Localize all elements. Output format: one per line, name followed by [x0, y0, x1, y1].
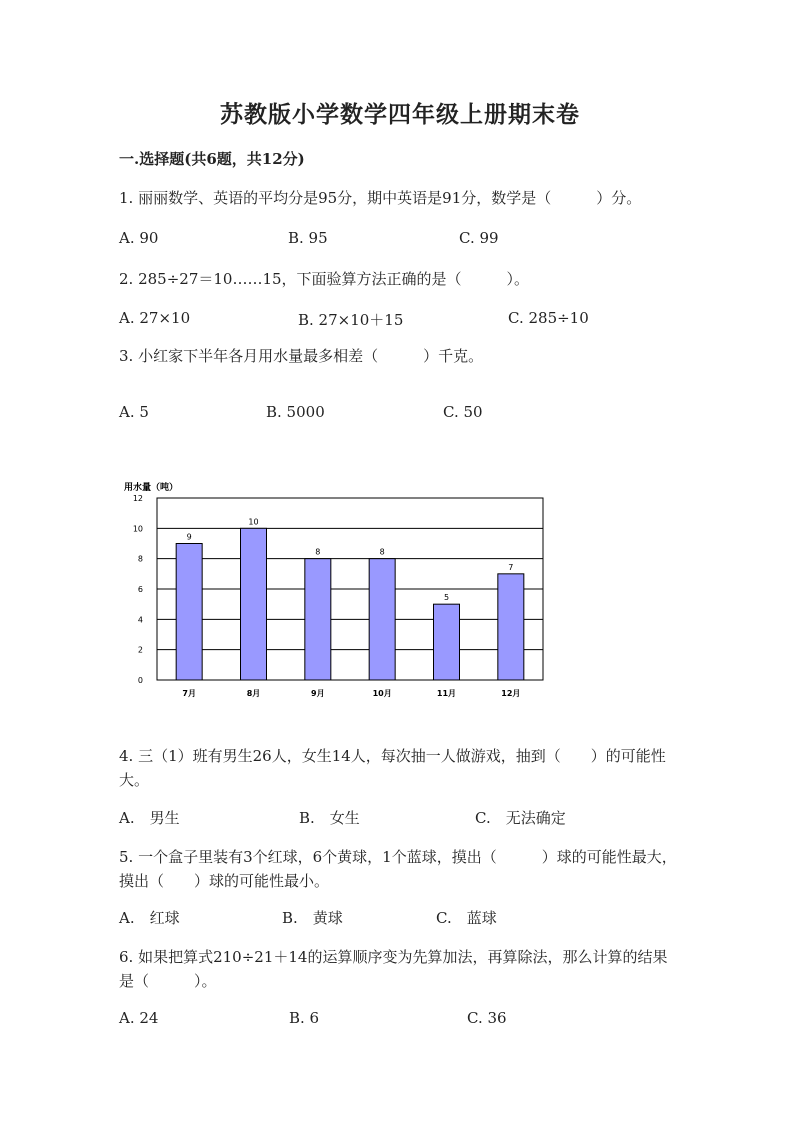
x-tick-label: 8月	[246, 689, 261, 698]
bar-value-label: 8	[379, 547, 385, 557]
q2-option-b: B. 27×10＋15	[298, 311, 404, 329]
bar	[369, 559, 395, 680]
q3-option-c: C. 50	[443, 403, 483, 421]
bar	[498, 574, 524, 680]
q3-option-b: B. 5000	[266, 403, 325, 421]
y-tick-label: 0	[137, 676, 143, 685]
q2-option-c: C. 285÷10	[508, 309, 589, 327]
chart-ylabel: 用水量（吨）	[124, 483, 179, 493]
q4-option-a: A. 男生	[119, 809, 180, 827]
q1-option-a: A. 90	[119, 229, 159, 247]
water-usage-chart	[118, 478, 558, 708]
y-tick-label: 12	[132, 494, 143, 503]
chart-grid	[157, 528, 543, 649]
question-4: 4. 三（1）班有男生26人，女生14人，每次抽一人做游戏，抽到（ ）的可能性大。	[119, 747, 666, 789]
bar-value-label: 5	[443, 593, 450, 603]
q6-option-a: A. 24	[119, 1009, 159, 1027]
q4-option-b: B. 女生	[299, 809, 360, 827]
bar-value-label: 7	[508, 562, 514, 572]
y-tick-label: 6	[137, 585, 143, 594]
bar-value-label: 8	[315, 547, 321, 557]
question-6: 6. 如果把算式210÷21＋14的运算顺序变为先算加法，再算除法，那么计算的结果是（ ）。	[119, 948, 668, 990]
question-5: 5. 一个盒子里装有3个红球，6个黄球，1个蓝球，摸出（ ）球的可能性最大，摸出（ ）球的可能性最小。	[119, 848, 677, 890]
q5-option-a: A. 红球	[119, 909, 180, 927]
bar	[241, 528, 267, 680]
bar-value-label: 9	[186, 532, 192, 542]
q3-option-a: A. 5	[119, 403, 149, 421]
question-3: 3. 小红家下半年各月用水量最多相差（ ）千克。	[119, 347, 484, 365]
x-tick-label: 11月	[436, 689, 457, 698]
q1-option-b: B. 95	[288, 229, 328, 247]
y-tick-label: 2	[137, 645, 143, 655]
q4-option-c: C. 无法确定	[475, 809, 566, 827]
bar	[176, 544, 202, 681]
chart-yticks	[133, 494, 143, 685]
q5-option-b: B. 黄球	[282, 909, 343, 927]
q1-option-c: C. 99	[459, 229, 499, 247]
bar	[305, 559, 331, 680]
question-1: 1. 丽丽数学、英语的平均分是95分，期中英语是91分，数学是（ ）分。	[119, 189, 642, 207]
q5-option-c: C. 蓝球	[436, 909, 497, 927]
y-tick-label: 8	[137, 554, 143, 564]
bar	[434, 604, 460, 680]
chart-bars	[176, 517, 524, 680]
x-tick-label: 9月	[311, 689, 325, 698]
chart-xlabels	[182, 689, 520, 698]
x-tick-label: 12月	[501, 689, 521, 698]
section-heading: 一.选择题(共6题，共12分)	[119, 150, 305, 168]
q6-option-c: C. 36	[467, 1009, 507, 1027]
question-2: 2. 285÷27＝10……15，下面验算方法正确的是（ ）。	[119, 270, 530, 288]
bar-value-label: 10	[248, 517, 259, 527]
q6-option-b: B. 6	[289, 1009, 320, 1027]
page-title: 苏教版小学数学四年级上册期末卷	[220, 101, 580, 128]
x-tick-label: 7月	[182, 689, 196, 698]
x-tick-label: 10月	[372, 689, 392, 698]
y-tick-label: 4	[137, 615, 143, 625]
q2-option-a: A. 27×10	[119, 309, 191, 327]
y-tick-label: 10	[132, 524, 143, 534]
